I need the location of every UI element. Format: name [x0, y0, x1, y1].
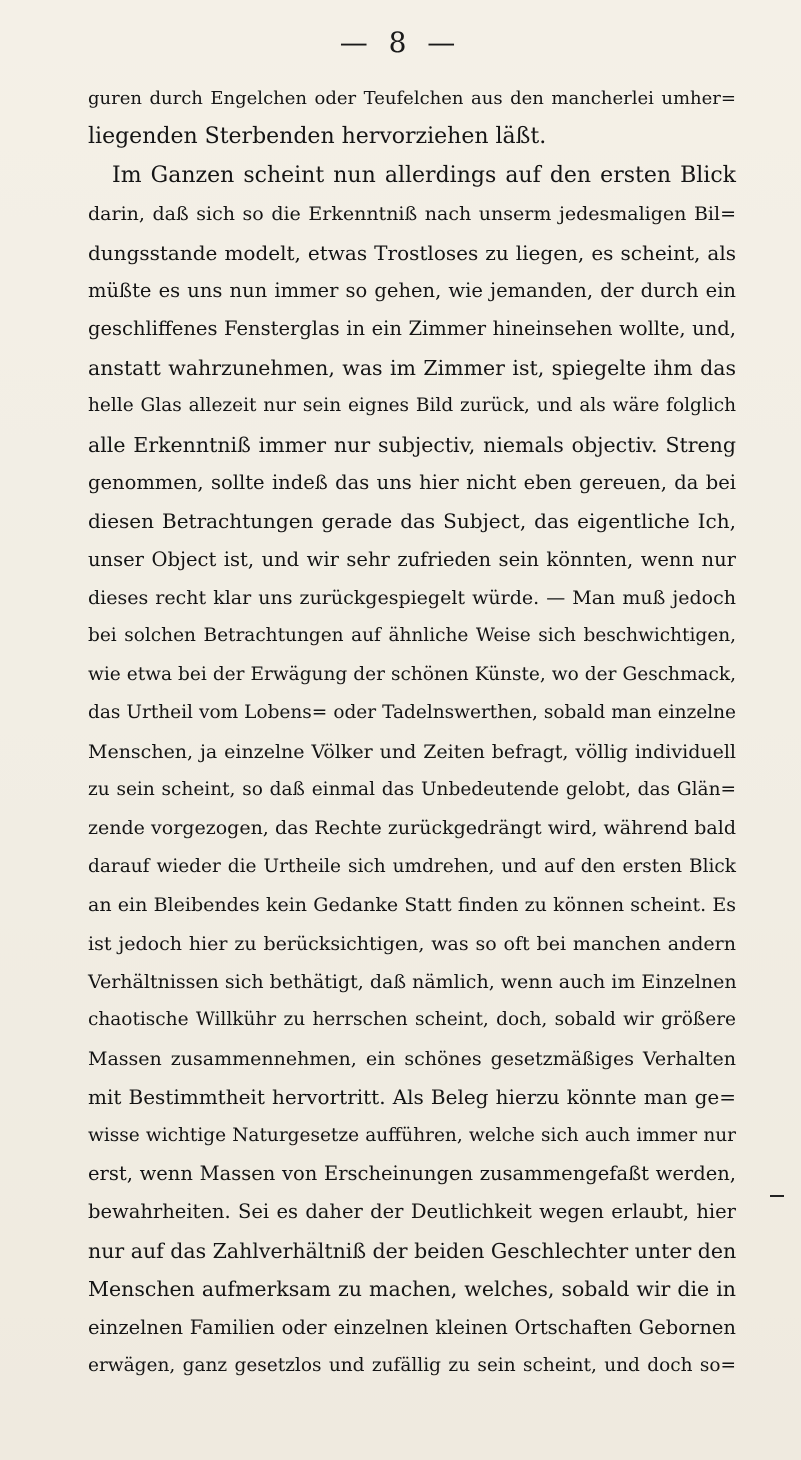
text-line: dieses recht klar uns zurückgespiegelt würde. — Man muß jedoch	[88, 587, 736, 610]
text-line: das Urtheil vom Lobens= oder Tadelnswerthen, sobald man einzelne	[88, 702, 736, 724]
text-line: liegenden Sterbenden hervorziehen läßt.	[88, 124, 547, 150]
text-line: Menschen aufmerksam zu machen, welches, sobald wir die in	[88, 1277, 736, 1302]
text-line: Im Ganzen scheint nun allerdings auf den ersten Blick	[112, 162, 736, 188]
text-line: zu sein scheint, so daß einmal das Unbedeutende gelobt, das Glän=	[88, 779, 736, 801]
text-line: alle Erkenntniß immer nur subjectiv, niemals objectiv. Streng	[88, 432, 736, 457]
text-line: müßte es uns nun immer so gehen, wie jemanden, der durch ein	[88, 278, 736, 302]
text-line: erst, wenn Massen von Erscheinungen zusammengefaßt werden,	[88, 1161, 736, 1185]
text-line: mit Bestimmtheit hervortritt. Als Beleg hierzu könnte man ge=	[88, 1085, 736, 1110]
text-line: dungsstande modelt, etwas Trostloses zu liegen, es scheint, als	[88, 240, 736, 265]
text-line: nur auf das Zahlverhältniß der beiden Geschlechter unter den	[88, 1238, 737, 1263]
text-line: Verhältnissen sich bethätigt, daß nämlich, wenn auch im Einzelnen	[88, 970, 737, 993]
text-line: chaotische Willkühr zu herrschen scheint, doch, sobald wir größere	[88, 1009, 736, 1031]
text-line: helle Glas allezeit nur sein eignes Bild zurück, und als wäre folglich	[88, 395, 736, 417]
text-line: ist jedoch hier zu berücksichtigen, was so oft bei manchen andern	[88, 932, 736, 955]
text-line: wie etwa bei der Erwägung der schönen Künste, wo der Geschmack,	[88, 663, 736, 685]
text-line: geschliffenes Fensterglas in ein Zimmer hineinsehen wollte, und,	[88, 317, 736, 341]
text-line: darauf wieder die Urtheile sich umdrehen, und auf den ersten Blick	[88, 855, 736, 877]
text-line: einzelnen Familien oder einzelnen kleinen Ortschaften Gebornen	[88, 1315, 736, 1339]
text-line: erwägen, ganz gesetzlos und zufällig zu sein scheint, und doch so=	[88, 1354, 736, 1376]
text-line: Massen zusammennehmen, ein schönes gesetzmäßiges Verhalten	[88, 1047, 736, 1070]
text-line: guren durch Engelchen oder Teufelchen aus den mancherlei umher=	[88, 88, 736, 109]
text-line: diesen Betrachtungen gerade das Subject, das eigentliche Ich,	[88, 509, 736, 534]
body-text	[88, 80, 736, 1385]
margin-dash-mark	[770, 1195, 784, 1197]
text-line: zende vorgezogen, das Rechte zurückgedrängt wird, während bald	[88, 817, 736, 840]
text-line: an ein Bleibendes kein Gedanke Statt finden zu können scheint. Es	[88, 894, 736, 917]
text-line: wisse wichtige Naturgesetze aufführen, welche sich auch immer nur	[88, 1124, 736, 1146]
text-line: bewahrheiten. Sei es daher der Deutlichkeit wegen erlaubt, hier	[88, 1200, 736, 1224]
text-line: unser Object ist, und wir sehr zufrieden sein könnten, wenn nur	[88, 547, 736, 571]
text-line: bei solchen Betrachtungen auf ähnliche Weise sich beschwichtigen,	[88, 625, 736, 647]
text-line: anstatt wahrzunehmen, was im Zimmer ist, spiegelte ihm das	[88, 355, 736, 380]
text-line: darin, daß sich so die Erkenntniß nach unserm jedesmaligen Bil=	[88, 203, 736, 226]
text-line: genommen, sollte indeß das uns hier nicht eben gereuen, da bei	[88, 470, 736, 494]
page-number-header: — 8 —	[339, 26, 462, 59]
text-line: Menschen, ja einzelne Völker und Zeiten befragt, völlig individuell	[88, 740, 736, 763]
